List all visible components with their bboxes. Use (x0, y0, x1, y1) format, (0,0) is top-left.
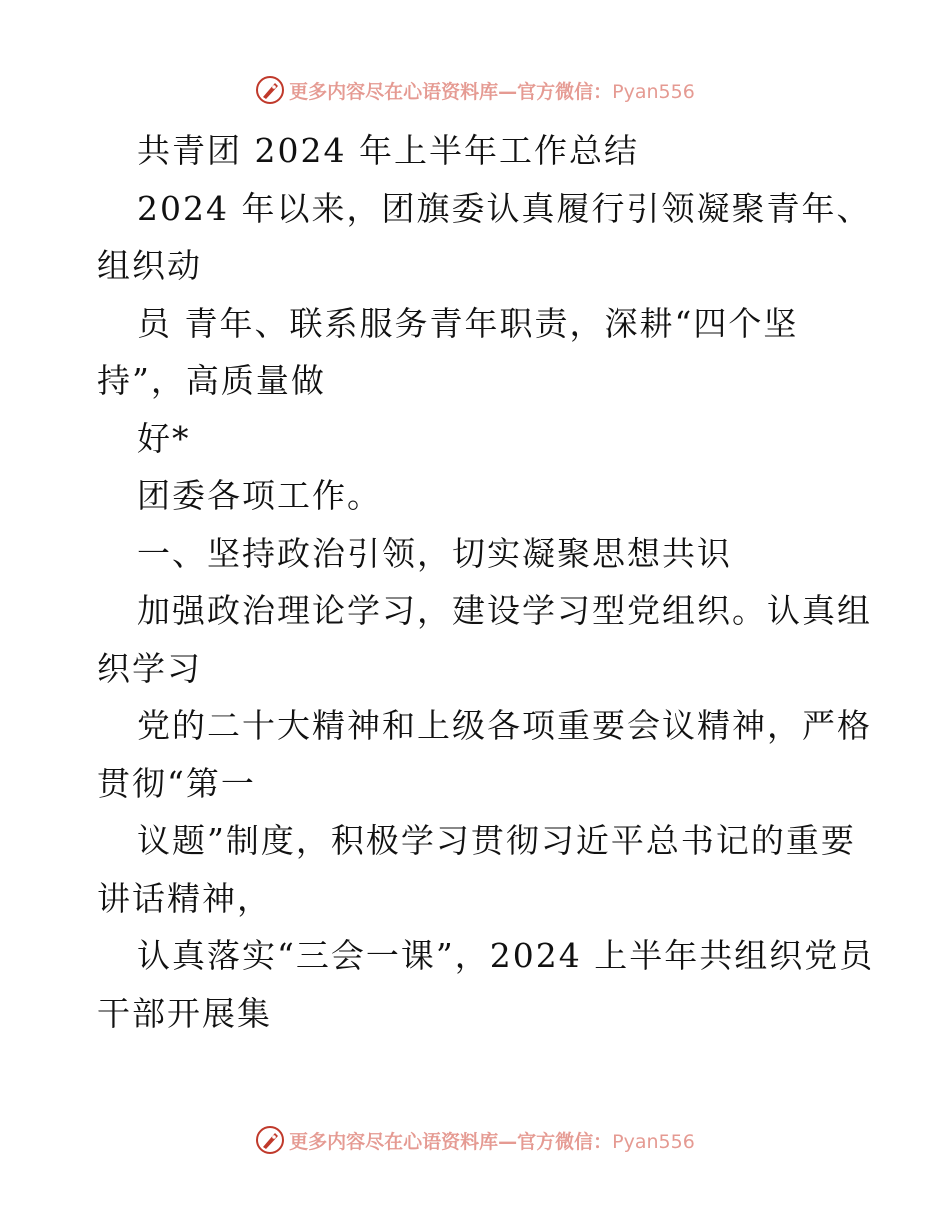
footer-banner (0, 1120, 950, 1160)
doc-line: 贯彻“第一 (97, 763, 256, 803)
document-body (97, 122, 875, 1042)
footer-banner-text: 更多内容尽在心语资料库—官方微信：Pyan556 (289, 1130, 695, 1153)
doc-line: 干部开展集 (97, 993, 272, 1033)
doc-line: 持”，高质量做 (97, 361, 326, 400)
doc-line: 讲话精神， (97, 878, 272, 918)
doc-line: 织学习 (97, 648, 202, 688)
doc-line: 2024 年以来，团旗委认真履行引领凝聚青年、 (137, 188, 872, 228)
doc-line: 员 青年、联系服务青年职责，深耕“四个坚 (137, 303, 799, 343)
header-banner-account: Pyan556 (612, 80, 695, 103)
footer-banner-account: Pyan556 (612, 1130, 695, 1153)
pen-nib-logo-icon (255, 75, 285, 105)
header-banner-text: 更多内容尽在心语资料库—官方微信：Pyan556 (289, 80, 695, 103)
header-banner (0, 70, 950, 110)
doc-line: 党的二十大精神和上级各项重要会议精神，严格 (137, 706, 872, 745)
doc-line: 认真落实“三会一课”，2024 上半年共组织党员 (137, 936, 875, 975)
pen-nib-logo-icon (255, 1125, 285, 1155)
doc-line: 加强政治理论学习，建设学习型党组织。认真组 (137, 591, 872, 630)
section-heading: 一、坚持政治引领，切实凝聚思想共识 (137, 533, 732, 573)
doc-line: 好* (137, 418, 191, 458)
doc-title: 共青团 2024 年上半年工作总结 (137, 131, 639, 170)
doc-line: 组织动 (97, 246, 202, 285)
doc-line: 议题”制度，积极学习贯彻习近平总书记的重要 (137, 821, 856, 860)
doc-line: 团委各项工作。 (137, 476, 382, 515)
